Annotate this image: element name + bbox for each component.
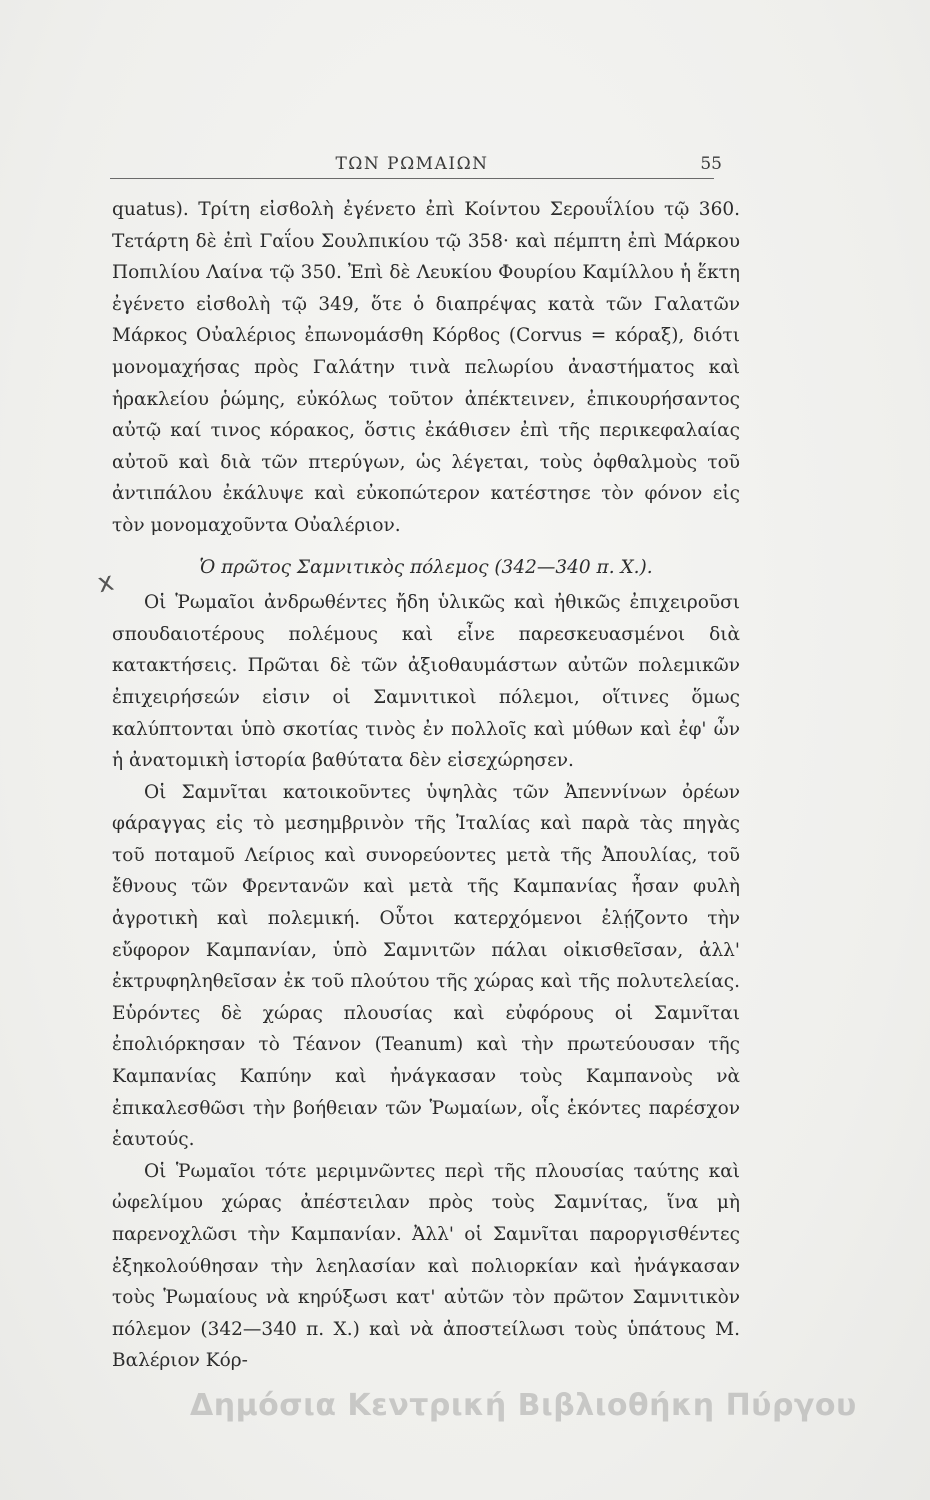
page-header — [112, 150, 722, 184]
paragraph-2: Οἱ Ῥωμαῖοι ἀνδρωθέντες ἤδη ὑλικῶς καὶ ἠθικῶς ἐπιχειροῦσι σπουδαιοτέρους πολέμους καὶ εἶνε παρεσκευασμένοι διὰ κατακτήσεις. Πρῶται δὲ τῶν ἀξιοθαυμάστων αὐτῶν πολεμικῶν ἐπιχειρήσεών εἰσιν οἱ Σαμνιτικοὶ πόλεμοι, οἵτινες ὅμως καλύπτονται ὑπὸ σκοτίας τινὸς ἐν πολλοῖς καὶ μύθων καὶ ἐφ' ὧν ἡ ἀνατομικὴ ἱστορία βαθύτατα δὲν εἰσεχώρησεν. — [112, 592, 740, 772]
section-title: Ὁ πρῶτος Σαμνιτικὸς πόλεμος (342—340 π. Χ.). — [199, 556, 653, 578]
paragraph-1: quatus). Τρίτη εἰσϐολὴ ἐγένετο ἐπὶ Κοίντου Σερουΐλίου τῷ 360. Τετάρτη δὲ ἐπὶ Γαΐου Σουλπικίου τῷ 358· καὶ πέμπτη ἐπὶ Μάρκου Ποπιλίου Λαίνα τῷ 350. Ἐπὶ δὲ Λευκίου Φουρίου Καμίλλου ἡ ἕκτη ἐγένετο εἰσϐολὴ τῷ 349, ὅτε ὁ διαπρέψας κατὰ τῶν Γαλατῶν Μάρκος Οὐαλέριος ἐπωνομάσθη Κόρϐος (Corvus = κόραξ), διότι μονομαχήσας πρὸς Γαλάτην τινὰ πελωρίου ἀναστήματος καὶ ἡρακλείου ῥώμης, εὐκόλως τοῦτον ἀπέκτεινεν, ἐπικουρήσαντος αὐτῷ καί τινος κόρακος, ὅστις ἐκάθισεν ἐπὶ τῆς περικεφαλαίας αὐτοῦ καὶ διὰ τῶν πτερύγων, ὡς λέγεται, τοὺς ὀφθαλμοὺς τοῦ ἀντιπάλου ἐκάλυψε καὶ εὐκοπώτερον κατέστησε τὸν φόνον εἰς τὸν μονομαχοῦντα Οὐαλέριον. — [112, 199, 740, 536]
library-watermark: Δημόσια Κεντρική Βιβλιοθήκη Πύργου — [190, 1388, 857, 1423]
paragraph-4: Οἱ Ῥωμαῖοι τότε μεριμνῶντες περὶ τῆς πλουσίας ταύτης καὶ ὠφελίμου χώρας ἀπέστειλαν πρὸς τοὺς Σαμνίτας, ἵνα μὴ παρενοχλῶσι τὴν Καμπανίαν. Ἀλλ' οἱ Σαμνῖται παροργισθέντες ἐξηκολούθησαν τὴν λεηλασίαν καὶ πολιορκίαν καὶ ἠνάγκασαν τοὺς Ῥωμαίους νὰ κηρύξωσι κατ' αὐτῶν τὸν πρῶτον Σαμνιτικὸν πόλεμον (342—340 π. Χ.) καὶ νὰ ἀποστείλωσι τοὺς ὑπάτους Μ. Βαλέριον Κόρ- — [112, 1160, 740, 1372]
paragraph-3: Οἱ Σαμνῖται κατοικοῦντες ὑψηλὰς τῶν Ἀπεννίνων ὀρέων φάραγγας εἰς τὸ μεσημβρινὸν τῆς Ἰταλίας καὶ παρὰ τὰς πηγὰς τοῦ ποταμοῦ Λείριος καὶ συνορεύοντες μετὰ τῆς Ἀπουλίας, τοῦ ἔθνους τῶν Φρεντανῶν καὶ μετὰ τῆς Καμπανίας ἦσαν φυλὴ ἀγροτικὴ καὶ πολεμική. Οὗτοι κατερχόμενοι ἐλῄζοντο τὴν εὔφορον Καμπανίαν, ὑπὸ Σαμνιτῶν πάλαι οἰκισθεῖσαν, ἀλλ' ἐκτρυφηληθεῖσαν ἐκ τοῦ πλούτου τῆς χώρας καὶ τῆς πολυτελείας. Εὑρόντες δὲ χώρας πλουσίας καὶ εὐφόρους οἱ Σαμνῖται ἐπολιόρκησαν τὸ Τέανον (Teanum) καὶ τὴν πρωτεύουσαν τῆς Καμπανίας Καπύην καὶ ἠνάγκασαν τοὺς Καμπανοὺς νὰ ἐπικαλεσθῶσι τὴν βοήθειαν τῶν Ῥωμαίων, οἷς ἑκόντες παρέσχον ἑαυτούς. — [112, 781, 740, 1151]
page-number: 55 — [700, 154, 722, 174]
margin-pencil-mark: ⅹ — [95, 566, 117, 600]
running-title: ΤΩΝ ΡΩΜΑΙΩΝ — [335, 154, 489, 174]
body-text — [112, 194, 740, 1377]
header-rule — [110, 178, 714, 179]
